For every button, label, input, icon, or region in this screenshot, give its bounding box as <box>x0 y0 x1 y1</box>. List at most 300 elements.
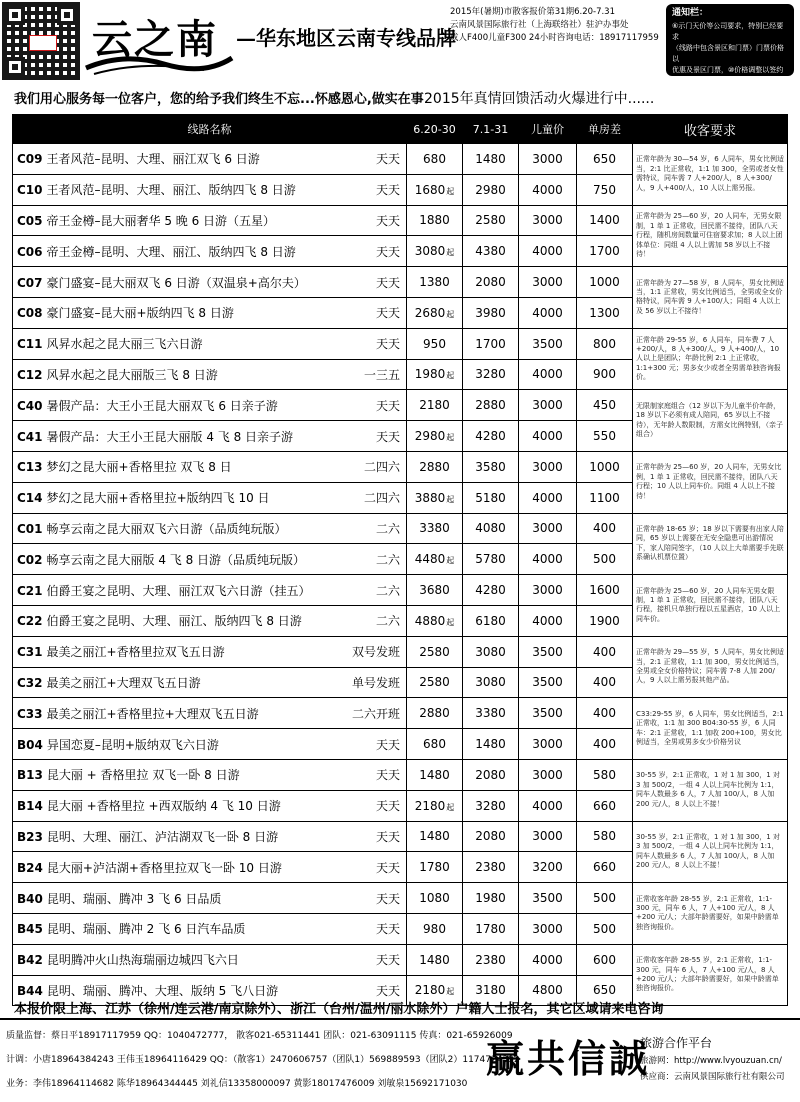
from-price-label: 起 <box>446 186 455 196</box>
requirement-text: 正常收客年龄 28-55 岁，2:1 正常收，1:1-300 元，同车 6 人，7 人+100 元/人，8 人+200 元/人；大部年龄需要好，如果中龄需单独咨询报价。 <box>636 894 779 931</box>
price-period1 <box>407 513 463 544</box>
price-value: 2880 <box>419 706 450 721</box>
child-price: 4000 <box>519 174 577 205</box>
single-supplement: 1000 <box>577 451 633 482</box>
from-price-label: 起 <box>446 248 455 258</box>
route-cell <box>13 482 333 513</box>
departure-days: 天天 <box>333 852 407 883</box>
table-body <box>13 144 788 1006</box>
requirement-cell <box>633 698 788 760</box>
single-supplement: 900 <box>577 359 633 390</box>
from-price-label: 起 <box>446 494 455 504</box>
price-period2: 3080 <box>463 636 519 667</box>
route-name: 王者风范–昆明、大理、丽江、版纳四飞 8 日游 <box>46 183 296 198</box>
price-period2: 5180 <box>463 482 519 513</box>
child-price: 3500 <box>519 328 577 359</box>
price-period2: 6180 <box>463 605 519 636</box>
qr-center-badge <box>29 35 57 51</box>
single-supplement: 1300 <box>577 297 633 328</box>
contact-line-quality: 质量监督：蔡日平18917117959 QQ：1040472777， 散客021-65311441 团队：021-63091115 传真：021-65926009 <box>6 1031 513 1041</box>
single-supplement: 750 <box>577 174 633 205</box>
price-value: 1480 <box>419 829 450 844</box>
notice-line: 价格为准，实际以合同签订为准。 <box>672 77 777 85</box>
single-supplement: 400 <box>577 636 633 667</box>
requirement-cell <box>633 328 788 390</box>
info-line: 云南风景国际旅行社（上海联络社）驻沪办事处 <box>450 20 629 30</box>
route-name: 畅享云南之昆大丽版 4 飞 8 日游（品质纯玩版） <box>46 552 306 567</box>
child-price: 3000 <box>519 451 577 482</box>
requirement-cell <box>633 575 788 637</box>
price-period2: 1480 <box>463 144 519 175</box>
price-value: 3380 <box>419 521 450 536</box>
price-period1 <box>407 482 463 513</box>
single-supplement: 400 <box>577 513 633 544</box>
requirement-text: 正常年龄为 30—54 岁，6 人同车，男女比例适当，2:1 比正常收，1:1 加 300，全男或者女性需特议，同车需 7 人+200/人，8 人+300/人，9 人+400/人，10 人以上需另报。 <box>636 155 784 192</box>
from-price-label: 起 <box>446 371 455 381</box>
single-supplement: 400 <box>577 667 633 698</box>
child-price: 3000 <box>519 205 577 236</box>
route-name: 风昇水起之昆大丽三飞六日游 <box>46 337 203 352</box>
from-price-label: 起 <box>446 802 455 812</box>
child-price: 4000 <box>519 544 577 575</box>
route-name: 畅享云南之昆大丽双飞六日游（品质纯玩版） <box>46 521 287 536</box>
table-row <box>13 451 788 482</box>
single-supplement: 550 <box>577 421 633 452</box>
route-code: C31 <box>17 645 43 660</box>
route-code: C33 <box>17 706 43 721</box>
route-code: B42 <box>17 953 43 968</box>
departure-days: 二四六 <box>333 451 407 482</box>
price-value: 1780 <box>419 860 450 875</box>
requirement-cell <box>633 205 788 267</box>
departure-days: 天天 <box>333 174 407 205</box>
child-price: 3000 <box>519 759 577 790</box>
requirement-text: C33:29-55 岁，6 人同车，男女比例适当，2:1 正常收，1:1 加 300 B04:30-55 岁，6 人同车：2:1 正常收，1:1 加收 200+100，男女比例适当，全男或男多女少价格另议 <box>636 709 784 747</box>
service-tagline: 我们用心服务每一位客户，您的给予我们终生不忘...怀感恩心,做实在事 <box>14 92 424 107</box>
price-period2: 3180 <box>463 975 519 1006</box>
table-row <box>13 390 788 421</box>
child-price: 4000 <box>519 944 577 975</box>
price-period1 <box>407 236 463 267</box>
price-period1 <box>407 297 463 328</box>
price-value: 2180 <box>414 798 446 813</box>
table-row <box>13 267 788 298</box>
price-period2: 3080 <box>463 667 519 698</box>
route-code: B13 <box>17 768 43 783</box>
price-period1 <box>407 421 463 452</box>
platform-website[interactable]: 旅游网：http://www.lvyouzuan.cn/ <box>640 1056 782 1066</box>
price-value: 2580 <box>419 675 450 690</box>
route-code: B04 <box>17 737 43 752</box>
departure-days: 天天 <box>333 390 407 421</box>
route-cell <box>13 421 333 452</box>
col-header-child: 儿童价 <box>519 115 577 144</box>
single-supplement: 650 <box>577 144 633 175</box>
price-period2: 3580 <box>463 451 519 482</box>
price-table <box>12 114 788 1006</box>
route-code: C02 <box>17 552 43 567</box>
price-period1 <box>407 698 463 729</box>
from-price-label: 起 <box>446 556 455 566</box>
route-cell <box>13 359 333 390</box>
col-header-requirements: 收客要求 <box>633 115 788 144</box>
table-row <box>13 698 788 729</box>
from-price-label: 起 <box>446 617 455 627</box>
price-period2: 3380 <box>463 698 519 729</box>
route-name: 王者风范–昆明、大理、丽江双飞 6 日游 <box>46 152 260 167</box>
requirement-cell <box>633 144 788 206</box>
departure-days: 二六开班 <box>333 698 407 729</box>
route-cell <box>13 328 333 359</box>
route-cell <box>13 636 333 667</box>
route-name: 昆大丽 + 香格里拉 双飞一卧 8 日游 <box>46 768 240 783</box>
platform-title: 旅游合作平台 <box>640 1036 713 1050</box>
child-price: 3200 <box>519 852 577 883</box>
departure-days: 天天 <box>333 913 407 944</box>
price-value: 2980 <box>414 429 446 444</box>
price-period2: 5780 <box>463 544 519 575</box>
single-supplement: 1000 <box>577 267 633 298</box>
single-supplement: 400 <box>577 698 633 729</box>
child-price: 3500 <box>519 883 577 914</box>
price-period1 <box>407 883 463 914</box>
table-row <box>13 821 788 852</box>
single-supplement: 500 <box>577 883 633 914</box>
route-code: C09 <box>17 152 43 167</box>
route-code: C07 <box>17 275 43 290</box>
header <box>0 0 800 88</box>
single-supplement: 580 <box>577 821 633 852</box>
departure-days: 二六 <box>333 605 407 636</box>
route-name: 最美之丽江+大理双飞五日游 <box>46 675 201 690</box>
child-price: 4000 <box>519 297 577 328</box>
requirement-text: 正常年龄为 25—60 岁，20 人同车，无男女限制，1 单 1 正常收，回民需不接待，团队八天行程，随机房间数量可住宿要求加；8 人以上团体单位：同组 4 人以上需加 58 岁以上不接待！ <box>636 212 783 258</box>
price-period1 <box>407 852 463 883</box>
child-price: 3000 <box>519 821 577 852</box>
price-period2: 1480 <box>463 729 519 760</box>
child-price: 4000 <box>519 482 577 513</box>
departure-days: 天天 <box>333 205 407 236</box>
single-supplement: 1100 <box>577 482 633 513</box>
price-value: 2580 <box>419 644 450 659</box>
price-period1 <box>407 636 463 667</box>
table-row <box>13 636 788 667</box>
requirement-text: 正常收客年龄 28-55 岁，2:1 正常收，1:1-300 元，同车 6 人，7 人+100 元/人，8 人+200 元/人；大部年龄需要好，如果中龄需单独咨询报价。 <box>636 956 779 993</box>
price-period1 <box>407 144 463 175</box>
route-name: 最美之丽江+香格里拉+大理双飞五日游 <box>46 706 259 721</box>
route-code: B23 <box>17 829 43 844</box>
departure-days: 天天 <box>333 729 407 760</box>
col-header-single: 单房差 <box>577 115 633 144</box>
price-period1 <box>407 605 463 636</box>
price-period1 <box>407 667 463 698</box>
route-cell <box>13 267 333 298</box>
route-name: 昆明、瑞丽、腾冲 3 飞 6 日品质 <box>46 891 222 906</box>
requirement-text: 正常年龄为 25—60 岁，20 人同车，无男女比例，1 单 1 正常收，回民需不接待，团队八天行程；10 人以上同车价。同组 4 人以上不接待！ <box>636 463 782 500</box>
child-price: 3000 <box>519 144 577 175</box>
price-period2: 2580 <box>463 205 519 236</box>
route-cell <box>13 913 333 944</box>
from-price-label: 起 <box>446 309 455 319</box>
table-row <box>13 513 788 544</box>
platform-supplier: 供应商：云南风景国际旅行社有限公司 <box>640 1072 785 1082</box>
from-price-label: 起 <box>446 433 455 443</box>
qr-code <box>2 2 80 80</box>
requirement-text: 30-55 岁，2:1 正常收，1 对 1 加 300，1 对 3 加 500/2，一组 4 人以上同车比例为 1:1，同车人数最多 6 人，7 人加 100/人，8 人加 200 元/人，8 人以上不接！ <box>636 771 780 808</box>
route-cell <box>13 759 333 790</box>
departure-days: 天天 <box>333 975 407 1006</box>
route-code: C06 <box>17 244 43 259</box>
table-row <box>13 144 788 175</box>
price-value: 1480 <box>419 952 450 967</box>
route-code: B45 <box>17 922 43 937</box>
price-period1 <box>407 451 463 482</box>
single-supplement: 450 <box>577 390 633 421</box>
price-value: 1680 <box>414 182 446 197</box>
route-code: C01 <box>17 521 43 536</box>
route-cell <box>13 236 333 267</box>
departure-days: 双号发班 <box>333 636 407 667</box>
single-supplement: 500 <box>577 913 633 944</box>
price-value: 4480 <box>414 552 446 567</box>
route-cell <box>13 852 333 883</box>
route-code: B14 <box>17 799 43 814</box>
price-value: 980 <box>423 921 446 936</box>
single-supplement: 1700 <box>577 236 633 267</box>
price-period1 <box>407 913 463 944</box>
price-period2: 2380 <box>463 852 519 883</box>
single-supplement: 600 <box>577 944 633 975</box>
price-value: 680 <box>423 151 446 166</box>
requirement-text: 正常年龄 29-55 岁，6 人同车，同车费 7 人+200/人，8 人+300/人，9 人+400/人，10 人以上是团队；年龄比例 2:1 上正常收，1:1+300 元；男多女少或者全男需单独咨询报价。 <box>636 335 781 382</box>
footer <box>0 1018 800 1102</box>
route-cell <box>13 575 333 606</box>
departure-days: 天天 <box>333 883 407 914</box>
departure-days: 天天 <box>333 267 407 298</box>
child-price: 3500 <box>519 698 577 729</box>
price-period1 <box>407 790 463 821</box>
single-supplement: 800 <box>577 328 633 359</box>
route-name: 梦幻之昆大丽+香格里拉 双飞 8 日 <box>46 460 232 475</box>
price-period2: 1980 <box>463 883 519 914</box>
single-supplement: 1600 <box>577 575 633 606</box>
departure-days: 天天 <box>333 944 407 975</box>
agency-info <box>450 6 670 45</box>
child-price: 3000 <box>519 729 577 760</box>
price-period2: 4380 <box>463 236 519 267</box>
contact-line-operator: 计调：小唐18964384243 王伟玉18964116429 QQ：（散客1）2470606757（团队1）569889593（团队2）1174724392 <box>6 1055 520 1065</box>
route-name: 豪门盛宴–昆大丽双飞 6 日游（双温泉+高尔夫） <box>46 275 306 290</box>
logo-text: 云之南 <box>92 16 218 63</box>
departure-days: 天天 <box>333 790 407 821</box>
route-code: C12 <box>17 367 43 382</box>
from-price-label: 起 <box>446 987 455 997</box>
requirement-cell <box>633 759 788 821</box>
route-cell <box>13 944 333 975</box>
child-price: 3500 <box>519 636 577 667</box>
col-header-period1: 6.20-30 <box>407 115 463 144</box>
route-code: C40 <box>17 398 43 413</box>
requirement-text: 正常年龄 18-65 岁；18 岁以下需要有出家人陪同，65 岁以上需要在无安全隐患可出游情况下，家人陪同签字，（10 人以上大单需要手先联系确认机票位置） <box>636 525 784 562</box>
route-name: 帝王金樽–昆明、大理、丽江、版纳四飞 8 日游 <box>46 244 296 259</box>
col-header-route: 线路名称 <box>13 115 407 144</box>
route-name: 昆明腾冲火山热海瑞丽边城四飞六日 <box>46 953 239 968</box>
requirement-cell <box>633 513 788 575</box>
price-period2: 2980 <box>463 174 519 205</box>
child-price: 4000 <box>519 790 577 821</box>
footer-brand: 赢共信誠 <box>486 1036 651 1081</box>
route-cell <box>13 205 333 236</box>
route-name: 伯爵王宴之昆明、大理、丽江、版纳四飞 8 日游 <box>46 614 302 629</box>
child-price: 3500 <box>519 667 577 698</box>
route-code: C14 <box>17 491 43 506</box>
route-cell <box>13 729 333 760</box>
price-period1 <box>407 174 463 205</box>
departure-days: 二六 <box>333 544 407 575</box>
price-value: 1380 <box>419 275 450 290</box>
requirement-text: 正常年龄为 29—55 岁，5 人同车，男女比例适当，2:1 正常收，1:1 加 300，男女比例适当，全男或全女价格特议；同车需 7-8 人加 200/人，9 人以上需另报其他产品。 <box>636 648 784 685</box>
route-cell <box>13 821 333 852</box>
route-name: 豪门盛宴–昆大丽+版纳四飞 8 日游 <box>46 306 234 321</box>
route-cell <box>13 144 333 175</box>
notice-box <box>666 4 794 85</box>
route-cell <box>13 544 333 575</box>
route-cell <box>13 605 333 636</box>
requirement-cell <box>633 821 788 883</box>
single-supplement: 660 <box>577 790 633 821</box>
route-code: C32 <box>17 675 43 690</box>
route-cell <box>13 513 333 544</box>
price-period1 <box>407 821 463 852</box>
price-value: 2880 <box>419 459 450 474</box>
child-price: 4000 <box>519 421 577 452</box>
price-period2: 4280 <box>463 575 519 606</box>
route-code: C41 <box>17 429 43 444</box>
price-period1 <box>407 328 463 359</box>
child-price: 3000 <box>519 575 577 606</box>
requirement-text: 无限制家庭组合（12 岁以下为儿童半价年龄，18 岁以下必须有成人陪同，65 岁以上不接待），无年龄人数限制，方需女比例特别，（亲子组合） <box>636 401 783 439</box>
price-value: 680 <box>423 737 446 752</box>
price-period1 <box>407 359 463 390</box>
child-price: 4800 <box>519 975 577 1006</box>
price-value: 3680 <box>419 583 450 598</box>
single-supplement: 500 <box>577 544 633 575</box>
price-period2: 2080 <box>463 759 519 790</box>
price-period2: 1780 <box>463 913 519 944</box>
child-price: 4000 <box>519 359 577 390</box>
notice-line: ⑥示门天价等公司要求，特别已经要求 <box>672 22 784 41</box>
price-value: 1080 <box>419 891 450 906</box>
route-cell <box>13 297 333 328</box>
price-period1 <box>407 267 463 298</box>
departure-days: 天天 <box>333 821 407 852</box>
info-line: 2015年(暑期)市散客报价第31期6.20-7.31 <box>450 7 615 17</box>
single-supplement: 400 <box>577 729 633 760</box>
price-period1 <box>407 205 463 236</box>
route-cell <box>13 174 333 205</box>
route-name: 暑假产品：大王小王昆大丽双飞 6 日亲子游 <box>46 398 278 413</box>
departure-days: 二六 <box>333 513 407 544</box>
single-supplement: 650 <box>577 975 633 1006</box>
route-code: B40 <box>17 891 43 906</box>
table-row <box>13 883 788 914</box>
price-period1 <box>407 544 463 575</box>
single-supplement: 1900 <box>577 605 633 636</box>
requirement-text: 正常年龄为 25—60 岁，20 人同车无男女限制，1 单 1 正常收，回民需不接待，团队八天行程，接机只单独行程以五星酒店，10 人以上同车价。 <box>636 586 781 623</box>
single-supplement: 660 <box>577 852 633 883</box>
child-price: 3000 <box>519 390 577 421</box>
notice-line: 优惠及景区门票，⑩价格调整以签约 <box>672 66 784 74</box>
departure-days: 二四六 <box>333 482 407 513</box>
route-cell <box>13 883 333 914</box>
brand-slogan: —华东地区云南专线品牌 <box>236 26 456 50</box>
col-header-period2: 7.1-31 <box>463 115 519 144</box>
route-code: C21 <box>17 583 43 598</box>
requirement-cell <box>633 636 788 698</box>
route-name: 昆大丽+泸沽湖+香格里拉双飞一卧 10 日游 <box>46 860 282 875</box>
price-period2: 3280 <box>463 359 519 390</box>
info-line: 成人F400儿童F300 24小时咨询电话：18917117959 <box>450 33 659 43</box>
table-row <box>13 759 788 790</box>
route-code: B44 <box>17 983 43 998</box>
table-row <box>13 944 788 975</box>
requirement-cell <box>633 944 788 1006</box>
price-value: 1480 <box>419 767 450 782</box>
region-notice: 本报价限上海、江苏（徐州/连云港/南京除外）、浙江（台州/温州/丽水除外）户籍人士报名，其它区域请来电咨询 <box>14 1002 664 1017</box>
price-period1 <box>407 575 463 606</box>
logo-swoosh-icon <box>84 50 234 76</box>
route-code: C08 <box>17 306 43 321</box>
price-period2: 1700 <box>463 328 519 359</box>
route-cell <box>13 667 333 698</box>
requirement-text: 30-55 岁，2:1 正常收，1 对 1 加 300，1 对 3 加 500/2，一组 4 人以上同车比例为 1:1，同车人数最多 6 人，7 人加 100/人，8 人加 200 元/人，8 人以上不接！ <box>636 833 780 870</box>
single-supplement: 580 <box>577 759 633 790</box>
price-period2: 3280 <box>463 790 519 821</box>
price-value: 2680 <box>414 305 446 320</box>
route-code: C10 <box>17 183 43 198</box>
child-price: 3000 <box>519 513 577 544</box>
departure-days: 天天 <box>333 328 407 359</box>
table-header-row <box>13 115 788 144</box>
departure-days: 单号发班 <box>333 667 407 698</box>
route-cell <box>13 790 333 821</box>
price-value: 4880 <box>414 613 446 628</box>
price-period1 <box>407 390 463 421</box>
departure-days: 天天 <box>333 236 407 267</box>
route-name: 昆明、瑞丽、腾冲、大理、版纳 5 飞八日游 <box>46 983 279 998</box>
child-price: 4000 <box>519 605 577 636</box>
route-name: 异国恋夏–昆明+版纳双飞六日游 <box>46 737 219 752</box>
departure-days: 天天 <box>333 144 407 175</box>
route-cell <box>13 698 333 729</box>
route-name: 昆明、瑞丽、腾冲 2 飞 6 日汽车品质 <box>46 922 246 937</box>
route-name: 帝王金樽–昆大丽奢华 5 晚 6 日游（五星） <box>46 213 276 228</box>
price-period2: 2380 <box>463 944 519 975</box>
table-row <box>13 328 788 359</box>
requirement-cell <box>633 883 788 945</box>
route-code: C13 <box>17 460 43 475</box>
price-period2: 3980 <box>463 297 519 328</box>
table-row <box>13 205 788 236</box>
route-name: 最美之丽江+香格里拉双飞五日游 <box>46 645 225 660</box>
requirement-text: 正常年龄为 27—58 岁，8 人同车，男女比例适当，1:1 正常收，男女比例适当，全男或全女价格特议，同车需 9 人+100/人；同组 4 人以上及 56 岁以上不接待！ <box>636 278 784 315</box>
route-code: C11 <box>17 337 43 352</box>
price-value: 950 <box>423 336 446 351</box>
route-name: 昆明、大理、丽江、泸沽湖双飞一卧 8 日游 <box>46 829 279 844</box>
notice-title: 通知栏： <box>672 8 709 18</box>
price-period1 <box>407 759 463 790</box>
price-value: 1980 <box>414 367 446 382</box>
